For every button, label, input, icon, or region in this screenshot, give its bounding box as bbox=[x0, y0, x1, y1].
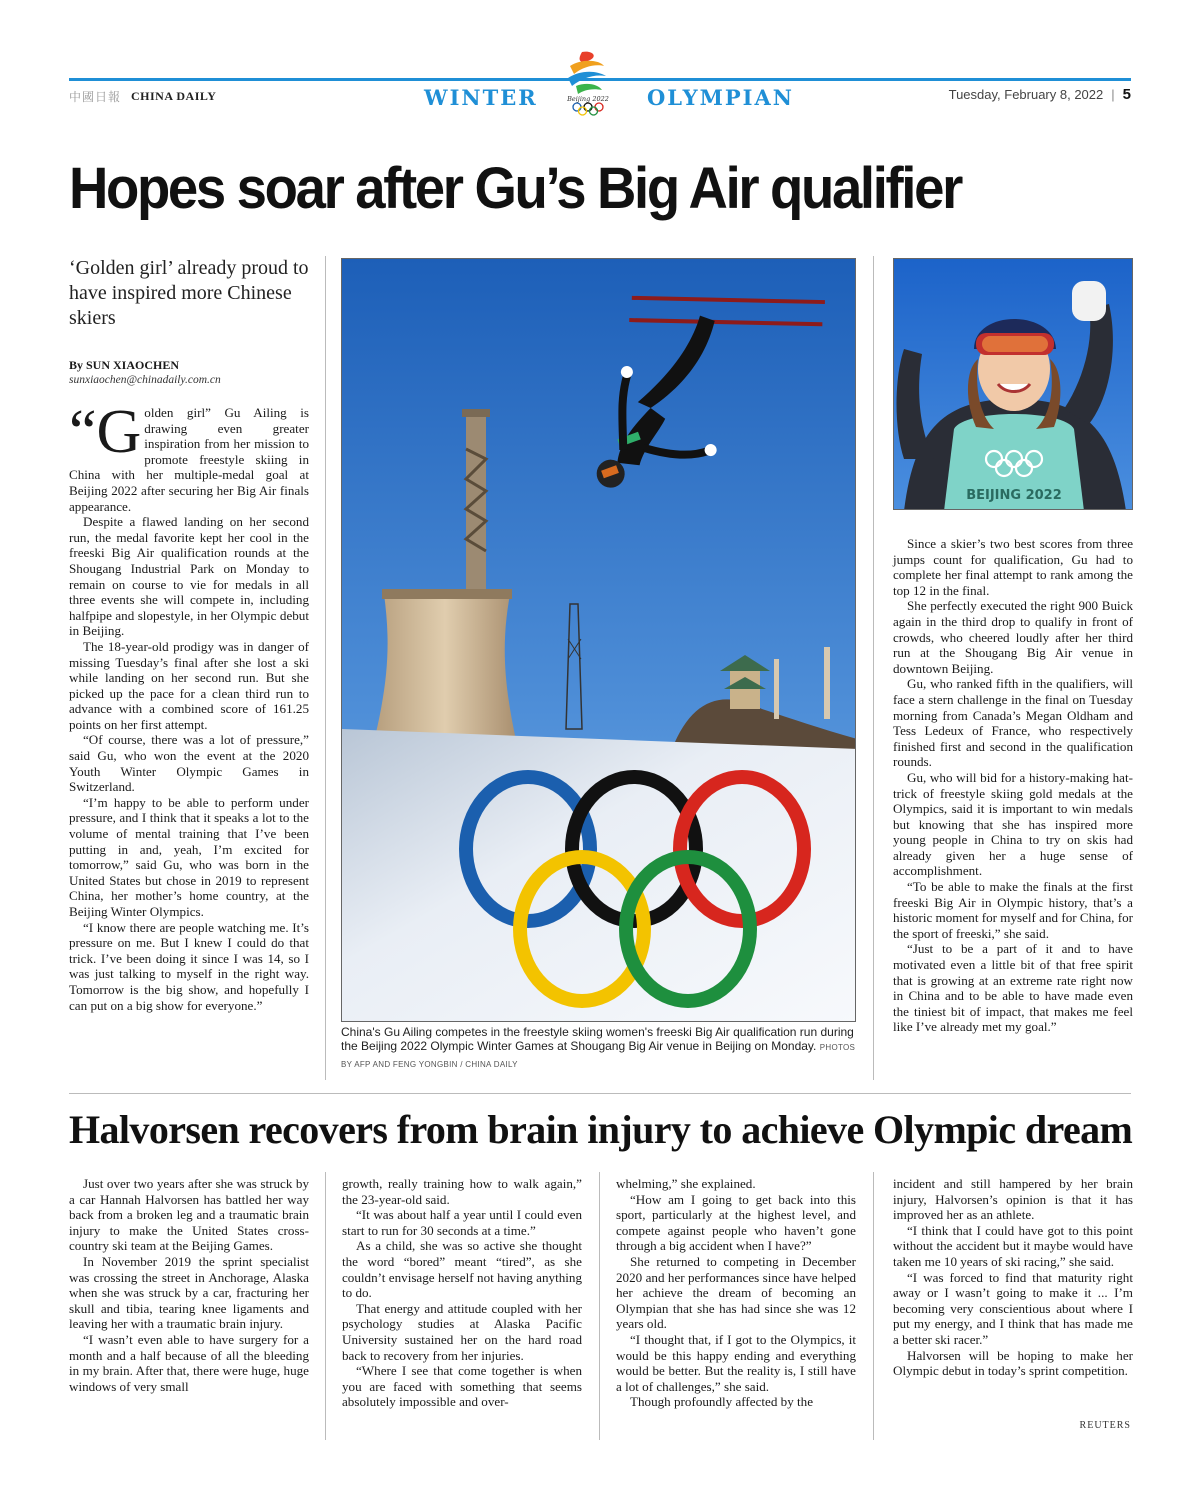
paragraph: “I was forced to find that maturity right away or I wasn’t going to make it ... I’m becoming very conscientious about where I put my energy, and I think that has made me a better ski racer.” bbox=[893, 1269, 1133, 1347]
section-word-winter: WINTER bbox=[424, 85, 538, 110]
column-divider bbox=[599, 1172, 600, 1440]
emblem-text: Beijing 2022 bbox=[567, 95, 609, 103]
second-headline: Halvorsen recovers from brain injury to achieve Olympic dream bbox=[69, 1107, 1133, 1152]
main-headline: Hopes soar after Gu’s Big Air qualifier bbox=[69, 156, 961, 221]
column-divider bbox=[325, 256, 326, 1080]
caption-text: China's Gu Ailing competes in the freestyle skiing women's freeski Big Air qualification run during the Beijing 2022 Olympic Winter Games at Shougang Big Air venue in Beijing on Monday. bbox=[341, 1025, 854, 1054]
paragraph: “I wasn’t even able to have surgery for a month and a half because of all the bleeding in my brain. After that, there were huge, huge windows of very small bbox=[69, 1331, 309, 1394]
paragraph: Just over two years after she was struck by a car Hannah Halvorsen has battled her way back from a broken leg and a traumatic brain injury to make the United States cross-country ski team at the Beijing Games. bbox=[69, 1176, 309, 1254]
drop-cap: “G bbox=[69, 398, 142, 466]
paragraph: Since a skier’s two best scores from three jumps count for qualification, Gu had to complete her final attempt to rank among the top 12 in the final. bbox=[893, 536, 1133, 598]
story1-column-3 bbox=[893, 536, 1133, 1035]
paragraph: Despite a flawed landing on her second run, the medal favorite kept her cool in the freeski Big Air qualification rounds at the Shougang Industrial Park on Monday to remain on course to vie for medals in all three events she will compete in, including halfpipe and slopestyle, in her Olympic debut in Beijing. bbox=[69, 514, 309, 639]
date-separator: | bbox=[1111, 87, 1115, 102]
paragraph: “How am I going to get back into this sport, particularly at the highest level, and compete against people who haven’t gone through a big accident when I have?” bbox=[616, 1191, 856, 1254]
page-number: 5 bbox=[1122, 86, 1131, 103]
paragraph: incident and still hampered by her brain injury, Halvorsen’s opinion is that it has improved her as an athlete. bbox=[893, 1176, 1133, 1223]
paragraph: She perfectly executed the right 900 Buick again in the third drop to qualify in front of crowds, who cheered loudly after her third run at the Shougang Big Air venue in downtown Beijing. bbox=[893, 598, 1133, 676]
paragraph: “I’m happy to be able to perform under pressure, and I think that it speaks a lot to the volume of mental training that I’ve been putting in and, yeah, I’m excited for tomorrow,” said Gu, who was born in the United States but chose in 2019 to represent China, her mother’s home country, at the Beijing Winter Olympics. bbox=[69, 794, 309, 919]
paragraph: Halvorsen will be hoping to make her Olympic debut in today’s sprint competition. bbox=[893, 1347, 1133, 1379]
paragraph: “Of course, there was a lot of pressure,” said Gu, who won the event at the 2020 Youth Winter Olympic Games in Switzerland. bbox=[69, 732, 309, 795]
story1-column-1 bbox=[69, 398, 309, 1013]
masthead-right bbox=[949, 86, 1131, 103]
story2-column-2 bbox=[342, 1176, 582, 1410]
paragraph: “Just to be a part of it and to have motivated even a little bit of that free spirit that is growing at an extreme rate right now in China and to be able to have made even the tiniest bit of impact, that makes me feel like I’ve already met my goal.” bbox=[893, 941, 1133, 1035]
paragraph: Gu, who will bid for a history-making hat-trick of freestyle skiing gold medals at the Olympics, said it is important to win medals but knowing that she has inspired more young people in China to try on skis had already given her a huge sense of accomplishment. bbox=[893, 769, 1133, 879]
beijing-2022-emblem-icon bbox=[560, 48, 616, 116]
masthead-paper-name: CHINA DAILY bbox=[131, 89, 217, 103]
paragraph: She returned to competing in December 2020 and her performances since have helped her achieve the dream of becoming an Olympian that she has had since she was 12 years old. bbox=[616, 1253, 856, 1332]
side-photo-illustration bbox=[894, 259, 1133, 510]
paragraph: That energy and attitude coupled with her psychology studies at Alaska Pacific University sustained her on the hard road back to recovery from her injuries. bbox=[342, 1300, 582, 1363]
paragraph: “It was about half a year until I could even start to run for 30 seconds at a time.” bbox=[342, 1207, 582, 1238]
paragraph: growth, really training how to walk again,” the 23-year-old said. bbox=[342, 1176, 582, 1207]
main-photo-skier bbox=[341, 258, 856, 1022]
story-divider bbox=[69, 1093, 1131, 1094]
section-word-olympian: OLYMPIAN bbox=[646, 85, 794, 110]
paragraph: whelming,” she explained. bbox=[616, 1176, 756, 1191]
story2-column-1 bbox=[69, 1176, 309, 1394]
paragraph: “I know there are people watching me. It’s pressure on me. But I knew I could do that trick. I’ve been doing it since I was 14, so I was just talking to myself in the right way. Tomorrow is the big show, and hopefully I can put on a big show for everyone.” bbox=[69, 919, 309, 1013]
paragraph: Gu, who ranked fifth in the qualifiers, will face a stern challenge in the final on Tuesday morning from Canada’s Megan Oldham and Tess Ledeux of France, who respectively finished first and second in the qualification rounds. bbox=[893, 676, 1133, 770]
subheadline: ‘Golden girl’ already proud to have inspired more Chinese skiers bbox=[69, 257, 309, 329]
photo-illustration bbox=[342, 259, 856, 1022]
paragraph: “I thought that, if I got to the Olympics, it would be this happy ending and everything would be better. But the reality is, I still have a lot of challenges,” she said. bbox=[616, 1331, 856, 1394]
section-banner bbox=[424, 48, 794, 118]
paragraph: “To be able to make the finals at the first freeski Big Air in Olympic history, that’s a historic moment for myself and for China, for the sport of freeski,” she said. bbox=[893, 879, 1133, 941]
wire-credit: REUTERS bbox=[1079, 1420, 1131, 1431]
paragraph: Though profoundly affected by the bbox=[630, 1394, 814, 1410]
issue-date: Tuesday, February 8, 2022 bbox=[948, 87, 1104, 102]
byline bbox=[69, 358, 309, 388]
masthead-chinese-name: 中國日報 bbox=[69, 90, 122, 104]
paragraph: The 18-year-old prodigy was in danger of missing Tuesday’s final after she lost a ski while landing on her second run. But she picked up the pace for a clean third run to advance with a combined score of 161.25 points on her first attempt. bbox=[69, 638, 309, 732]
bib-text: BEIJING 2022 bbox=[966, 488, 1062, 503]
story2-column-4 bbox=[893, 1176, 1133, 1379]
masthead-left bbox=[69, 88, 216, 105]
column-divider bbox=[325, 1172, 326, 1440]
byline-email[interactable]: sunxiaochen@chinadaily.com.cn bbox=[69, 374, 221, 386]
byline-author: By SUN XIAOCHEN bbox=[69, 358, 180, 372]
paragraph: In November 2019 the sprint specialist was crossing the street in Anchorage, Alaska when she was struck by a car, fracturing her skull and tibia, tearing knee ligaments and leaving her with a traumatic brain injury. bbox=[69, 1253, 309, 1332]
photo-credit: PHOTOS BY AFP AND FENG YONGBIN / CHINA DAILY bbox=[341, 1043, 856, 1069]
column-divider bbox=[873, 1172, 874, 1440]
photo-caption bbox=[341, 1025, 856, 1072]
lead-paragraph: “Golden girl” Gu Ailing is drawing even greater inspiration from her mission to promote freestyle skiing in China with her multiple-medal goal at Beijing 2022 after securing her Big Air finals appearance. bbox=[69, 398, 309, 514]
story2-column-3 bbox=[616, 1176, 856, 1410]
paragraph: As a child, she was so active she thought the word “bored” meant “tired”, as she couldn’t envisage herself not having anything to do. bbox=[342, 1238, 582, 1301]
paragraph: “Where I see that come together is when you are faced with something that seems absolutely impossible and over- bbox=[342, 1363, 582, 1410]
side-photo-gu-ailing bbox=[893, 258, 1133, 510]
column-divider bbox=[873, 256, 874, 1080]
paragraph: “I think that I could have got to this point without the accident but it maybe would have taken me 10 years of ski racing,” she said. bbox=[893, 1222, 1133, 1269]
